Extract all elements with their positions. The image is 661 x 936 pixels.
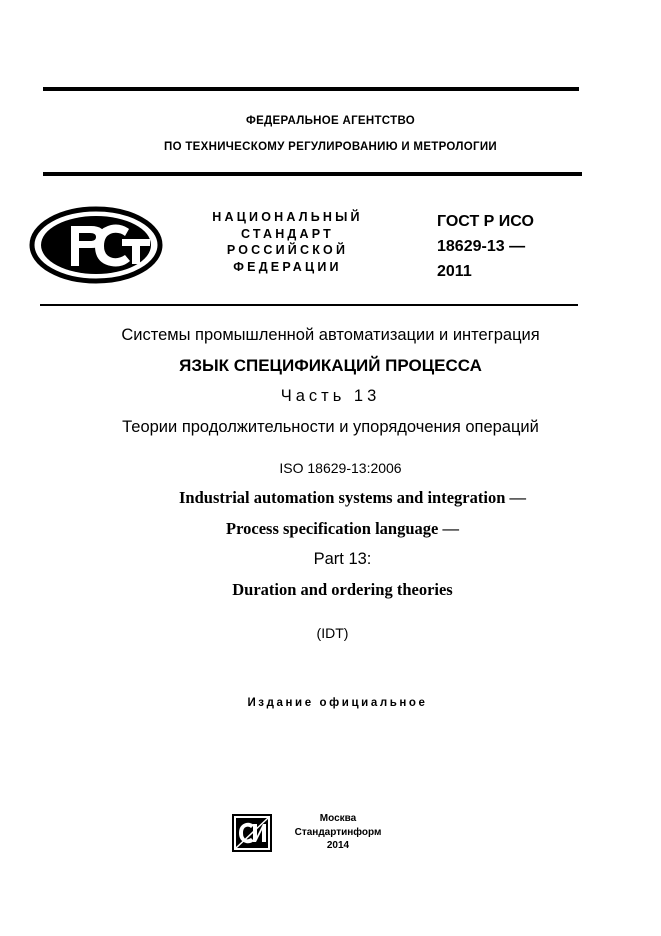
- standartinform-logo-icon: [232, 814, 272, 852]
- edition-label: Издание официальное: [247, 697, 428, 709]
- national-standard-line-1: НАЦИОНАЛЬНЫЙ: [212, 210, 363, 224]
- title-en-part: Part 13:: [313, 550, 372, 568]
- designation-line-2: 18629-13 —: [437, 238, 526, 255]
- publisher-city: Москва: [319, 813, 357, 824]
- title-ru-main: ЯЗЫК СПЕЦИФИКАЦИЙ ПРОЦЕССА: [179, 356, 482, 375]
- agency-line-2: ПО ТЕХНИЧЕСКОМУ РЕГУЛИРОВАНИЮ И МЕТРОЛОГИИ: [164, 141, 497, 153]
- iso-reference: ISO 18629-13:2006: [279, 460, 402, 476]
- publisher-year: 2014: [326, 840, 350, 851]
- third-rule: [40, 304, 578, 306]
- title-en-series: Industrial automation systems and integration —: [179, 488, 526, 507]
- title-en-subtitle: Duration and ordering theories: [232, 580, 453, 599]
- title-en-main: Process specification language —: [226, 519, 459, 538]
- national-standard-line-2: СТАНДАРТ: [241, 226, 334, 241]
- gost-r-logo-icon: [29, 206, 163, 284]
- national-standard-label: [180, 209, 395, 275]
- title-ru-subtitle: Теории продолжительности и упорядочения операций: [122, 418, 539, 436]
- agency-line-1: ФЕДЕРАЛЬНОЕ АГЕНТСТВО: [245, 115, 416, 127]
- publisher-info: [278, 812, 398, 853]
- title-ru-part: Часть 13: [280, 387, 381, 405]
- idt-label: (IDT): [316, 625, 349, 641]
- national-standard-line-3: РОССИЙСКОЙ: [226, 243, 349, 257]
- title-ru-series: Системы промышленной автоматизации и интеграция: [121, 326, 540, 344]
- designation-line-1: ГОСТ Р ИСО: [437, 213, 534, 230]
- second-rule: [43, 172, 582, 176]
- publisher-name: Стандартинформ: [294, 826, 382, 838]
- designation-line-3: 2011: [437, 263, 472, 280]
- national-standard-line-4: ФЕДЕРАЦИИ: [233, 259, 342, 274]
- standard-designation: [437, 209, 534, 284]
- top-rule: [43, 87, 579, 91]
